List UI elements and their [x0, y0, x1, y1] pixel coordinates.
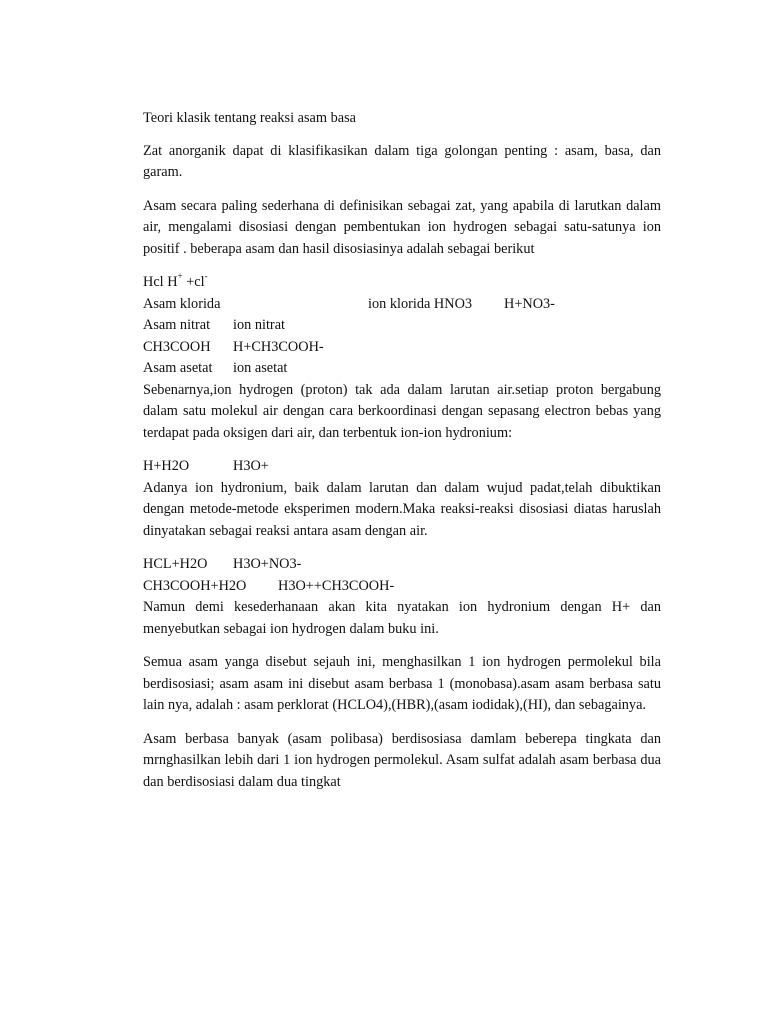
- row-ch3cooh-h2o-col1: CH3COOH+H2O: [143, 577, 247, 594]
- paragraph-5: Namun demi kesederhanaan akan kita nyatakan ion hydronium dengan H+ dan menyebutkan sebagai ion hydrogen dalam buku ini.: [143, 599, 661, 637]
- row-asam-nitrat: [143, 315, 661, 337]
- row-asam-asetat: [143, 358, 661, 380]
- row-ch3cooh-h2o-col2: H3O++CH3COOH-: [278, 577, 395, 594]
- paragraph-2: Asam secara paling sederhana di definisikan sebagai zat, yang apabila di larutkan dalam air, mengalami disosiasi dengan pembentukan ion hydrogen sebagai satu-satunya ion positif . beberapa asam dan hasil disosiasinya adalah sebagai berikut: [143, 197, 661, 257]
- row-h-h2o-col2: H3O+: [233, 458, 269, 474]
- paragraph-3: Sebenarnya,ion hydrogen (proton) tak ada dalam larutan air.setiap proton bergabung dalam satu molekul air dengan cara berkoordinasi dengan sepasang electron bebas yang terdapat pada oksigen dari air, dan terbentuk ion-ion hydronium:: [143, 381, 661, 441]
- paragraph-6: Semua asam yanga disebut sejauh ini, menghasilkan 1 ion hydrogen permolekul bila berdisosiasi; asam asam ini disebut asam berbasa 1 (monobasa).asam asam berbasa satu lain nya, adalah : asam perklorat (HCLO4),(HBR),(asam iodidak),(HI), dan sebagainya.: [143, 654, 661, 713]
- document-title: Teori klasik tentang reaksi asam basa: [143, 110, 356, 126]
- row-hcl-h2o-col2: H3O+NO3-: [233, 556, 302, 572]
- row-asam-klorida-col1: Asam klorida: [143, 295, 221, 312]
- equation-hcl-left: Hcl H: [143, 274, 178, 290]
- equation-hcl: [143, 272, 661, 294]
- row-hcl-h2o-col1: HCL+H2O: [143, 556, 208, 572]
- superscript-minus: -: [204, 271, 208, 282]
- superscript-plus: +: [177, 271, 183, 282]
- row-h-h2o: [143, 456, 661, 478]
- row-h-h2o-col1: H+H2O: [143, 458, 190, 474]
- row-asam-nitrat-col1: Asam nitrat: [143, 317, 211, 333]
- document-body: [143, 108, 661, 793]
- row-asam-nitrat-col2: ion nitrat: [233, 317, 286, 333]
- row-asam-klorida: [143, 294, 661, 316]
- row-asam-asetat-col2: ion asetat: [233, 360, 288, 376]
- row-ch3cooh-h2o: [143, 576, 661, 598]
- row-asam-asetat-col1: Asam asetat: [143, 360, 213, 376]
- row-ch3cooh-col2: H+CH3COOH-: [233, 338, 324, 355]
- row-ch3cooh-col1: CH3COOH: [143, 338, 211, 355]
- paragraph-7: Asam berbasa banyak (asam polibasa) berdisosiasa damlam beberepa tingkata dan mrnghasilkan lebih dari 1 ion hydrogen permolekul. Asam sulfat adalah asam berbasa dua dan berdisosiasi dalam dua tingkat: [143, 730, 661, 790]
- equation-hcl-right: +cl: [182, 274, 205, 290]
- row-asam-klorida-col2: ion klorida HNO3: [368, 295, 473, 312]
- row-ch3cooh: [143, 337, 661, 359]
- row-hcl-h2o: [143, 554, 661, 576]
- row-asam-klorida-col3: H+NO3-: [504, 295, 555, 312]
- paragraph-1: Zat anorganik dapat di klasifikasikan dalam tiga golongan penting : asam, basa, dan garam.: [143, 142, 661, 180]
- paragraph-4: Adanya ion hydronium, baik dalam larutan dan dalam wujud padat,telah dibuktikan dengan metode-metode eksperimen modern.Maka reaksi-reaksi disosiasi diatas haruslah dinyatakan sebagai reaksi antara asam dengan air.: [143, 479, 661, 539]
